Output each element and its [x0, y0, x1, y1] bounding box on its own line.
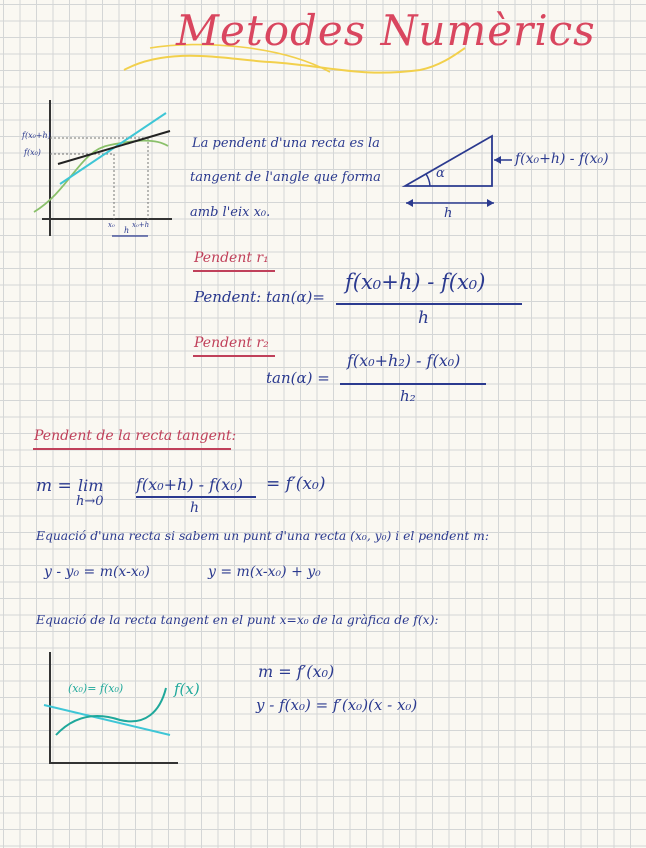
- tangent-eq-formula-2: y - f(x₀) = f′(x₀)(x - x₀): [256, 696, 418, 714]
- slope-r2-lhs: tan(α) =: [266, 369, 330, 387]
- triangle-angle-label: α: [436, 166, 445, 181]
- slope-r2-denominator: h₂: [400, 387, 416, 405]
- line-eq-formula-2: y = m(x-x₀) + y₀: [208, 564, 321, 580]
- slope-r1-lhs: Pendent: tan(α)=: [194, 288, 325, 306]
- slope-r1-heading: Pendent r₁: [194, 250, 269, 266]
- intro-line-1: La pendent d'una recta es la: [192, 136, 380, 151]
- graph1-label-fxh: f(x₀+h): [22, 131, 51, 140]
- slope-r2-numerator: f(x₀+h₂) - f(x₀): [347, 351, 461, 370]
- tangent-eq-text: Equació de la recta tangent en el punt x=x₀ de la gràfica de f(x):: [36, 613, 439, 627]
- tangent-lim: lim: [78, 476, 104, 495]
- slope-r1-numerator: f(x₀+h) - f(x₀): [345, 270, 486, 294]
- tangent-denominator: h: [190, 500, 200, 516]
- graph1-label-h: h: [124, 226, 130, 235]
- tangent-numerator: f(x₀+h) - f(x₀): [136, 475, 243, 494]
- page-title: Metodes Numèrics: [176, 6, 596, 55]
- triangle-height-label: f(x₀+h) - f(x₀): [515, 151, 609, 167]
- graph1-label-x0h: x₀+h: [132, 221, 150, 229]
- tangent-graph-fx-label: f(x): [174, 680, 200, 698]
- tangent-lim-sub: h→0: [76, 494, 104, 509]
- slope-r1-denominator: h: [418, 308, 429, 328]
- tangent-slope-heading: Pendent de la recta tangent:: [34, 428, 237, 444]
- triangle-base-label: h: [444, 206, 453, 221]
- tangent-m-eq: m =: [36, 476, 72, 496]
- tangent-eq-formula-1: m = f′(x₀): [258, 662, 335, 681]
- tangent-result: = f′(x₀): [266, 474, 326, 494]
- intro-line-3: amb l'eix x₀.: [190, 205, 271, 220]
- slope-r2-heading: Pendent r₂: [194, 335, 269, 351]
- graph1-label-fx: f(x₀): [24, 148, 41, 157]
- line-eq-text: Equació d'una recta si sabem un punt d'una recta (x₀, y₀) i el pendent m:: [36, 529, 489, 543]
- intro-line-2: tangent de l'angle que forma: [190, 170, 381, 185]
- line-eq-formula-1: y - y₀ = m(x-x₀): [44, 564, 150, 580]
- tangent-graph-point-label: (x₀)= f(x₀): [68, 682, 124, 695]
- graph1-label-x0: x₀: [108, 221, 115, 229]
